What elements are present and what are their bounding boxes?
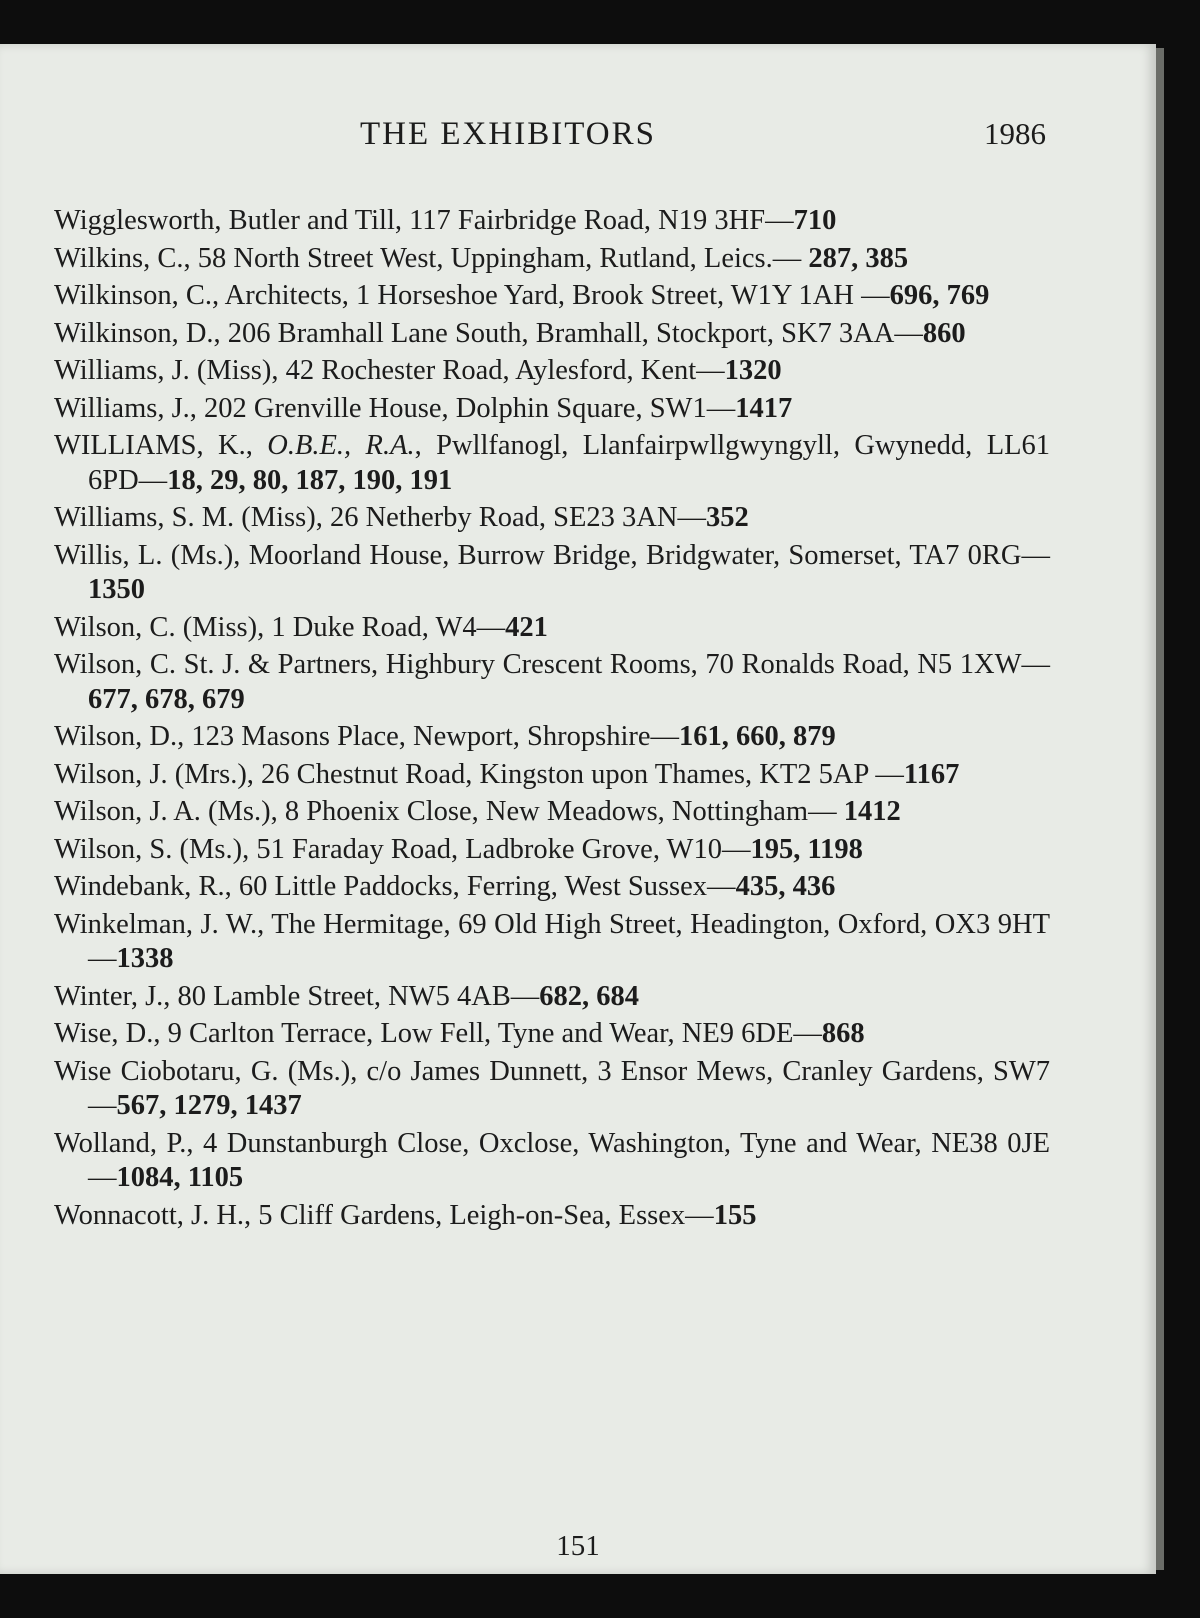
entry-text: Wilkins, C., 58 North Street West, Uppingham, Rutland, Leics.— [54,242,802,274]
entry-honours: O.B.E., R.A. [267,430,415,461]
catalogue-numbers: 1320 [724,355,782,386]
catalogue-numbers: 696, 769 [889,280,990,311]
list-item [54,539,1050,608]
entry-text: Wolland, P., 4 Dunstanburgh Close, Oxclose, Washington, Tyne and Wear, NE38 0JE— [54,1127,1050,1193]
entry-text: Wise Ciobotaru, G. (Ms.), c/o James Dunnett, 3 Ensor Mews, Cranley Gardens, SW7— [54,1055,1050,1121]
page-edge [1156,48,1164,1570]
catalogue-numbers: 435, 436 [735,871,836,902]
catalogue-numbers: 18, 29, 80, 187, 190, 191 [167,464,453,496]
entry-text: , Pwllfanogl, Llanfairpwllgwyngyll, Gwynedd, LL61 6PD— [88,430,1051,496]
catalogue-numbers: 1167 [903,758,960,790]
entry-text: Williams, J. (Miss), 42 Rochester Road, Aylesford, Kent— [54,355,725,386]
entry-text: Winter, J., 80 Lamble Street, NW5 4AB— [54,980,540,1012]
catalogue-numbers: 155 [713,1199,757,1231]
list-item [54,795,1050,830]
entry-text: Winkelman, J. W., The Hermitage, 69 Old High Street, Headington, Oxford, OX3 9HT— [54,908,1050,974]
book-page [0,44,1156,1574]
entry-text: Williams, J., 202 Grenville House, Dolphin Square, SW1— [54,392,736,424]
entry-text: Wigglesworth, Butler and Till, 117 Fairbridge Road, N19 3HF— [54,205,794,236]
catalogue-numbers: 352 [705,502,749,533]
entry-text: Wilson, C. (Miss), 1 Duke Road, W4— [54,611,506,643]
page-title: THE EXHIBITORS [360,116,656,152]
catalogue-numbers: 677, 678, 679 [88,683,245,715]
catalogue-numbers: 1417 [735,392,793,424]
exhibitor-list [54,204,1050,1236]
catalogue-numbers: 195, 1198 [750,833,863,865]
entry-text: Windebank, R., 60 Little Paddocks, Ferring, West Sussex— [54,871,736,902]
list-item [54,204,1050,239]
list-item [54,1199,1050,1234]
list-item [54,1127,1050,1196]
running-header [0,116,1156,166]
list-item [54,648,1050,717]
catalogue-numbers: 868 [821,1018,865,1049]
list-item [54,1017,1050,1052]
list-item [54,833,1050,868]
entry-text: Wilson, D., 123 Masons Place, Newport, Shropshire— [54,721,679,752]
list-item [54,908,1050,977]
list-item [54,611,1050,646]
list-item [54,429,1050,498]
list-item [54,354,1050,389]
list-item [54,758,1050,793]
entry-text: Willis, L. (Ms.), Moorland House, Burrow Bridge, Bridgwater, Somerset, TA7 0RG— [54,539,1050,571]
header-year: 1986 [984,116,1046,151]
list-item [54,279,1050,314]
entry-text: Wilkinson, D., 206 Bramhall Lane South, Bramhall, Stockport, SK7 3AA— [54,317,923,349]
catalogue-numbers: 1084, 1105 [116,1162,244,1193]
catalogue-numbers: 1412 [843,796,901,827]
entry-text: Williams, S. M. (Miss), 26 Netherby Road, SE23 3AN— [54,502,706,533]
list-item [54,870,1050,905]
entry-text: Wilson, J. (Mrs.), 26 Chestnut Road, Kingston upon Thames, KT2 5AP — [54,758,904,790]
entry-text: Wonnacott, J. H., 5 Cliff Gardens, Leigh-on-Sea, Essex— [54,1199,714,1231]
page-number: 151 [556,1530,600,1562]
entry-text: Wilson, S. (Ms.), 51 Faraday Road, Ladbroke Grove, W10— [54,833,751,865]
list-item [54,317,1050,352]
entry-text: Wilkinson, C., Architects, 1 Horseshoe Yard, Brook Street, W1Y 1AH — [54,280,890,311]
catalogue-numbers: 567, 1279, 1437 [116,1090,302,1121]
list-item [54,501,1050,536]
entry-text: Wilson, C. St. J. & Partners, Highbury Crescent Rooms, 70 Ronalds Road, N5 1XW— [54,649,1050,680]
catalogue-numbers: 1338 [116,943,174,974]
catalogue-numbers: 710 [793,205,837,236]
entry-text: Wise, D., 9 Carlton Terrace, Low Fell, Tyne and Wear, NE9 6DE— [54,1018,822,1049]
catalogue-numbers: 682, 684 [539,980,640,1012]
catalogue-numbers: 421 [505,611,548,643]
list-item [54,242,1050,277]
list-item [54,1055,1050,1124]
list-item [54,392,1050,427]
list-item [54,980,1050,1015]
catalogue-numbers: 161, 660, 879 [679,721,836,752]
catalogue-numbers: 1350 [88,574,145,605]
entry-name: WILLIAMS, K., [54,430,268,461]
catalogue-numbers: 860 [922,317,966,349]
catalogue-numbers: 287, 385 [808,242,909,274]
entry-text: Wilson, J. A. (Ms.), 8 Phoenix Close, New Meadows, Nottingham— [54,796,837,827]
list-item [54,720,1050,755]
